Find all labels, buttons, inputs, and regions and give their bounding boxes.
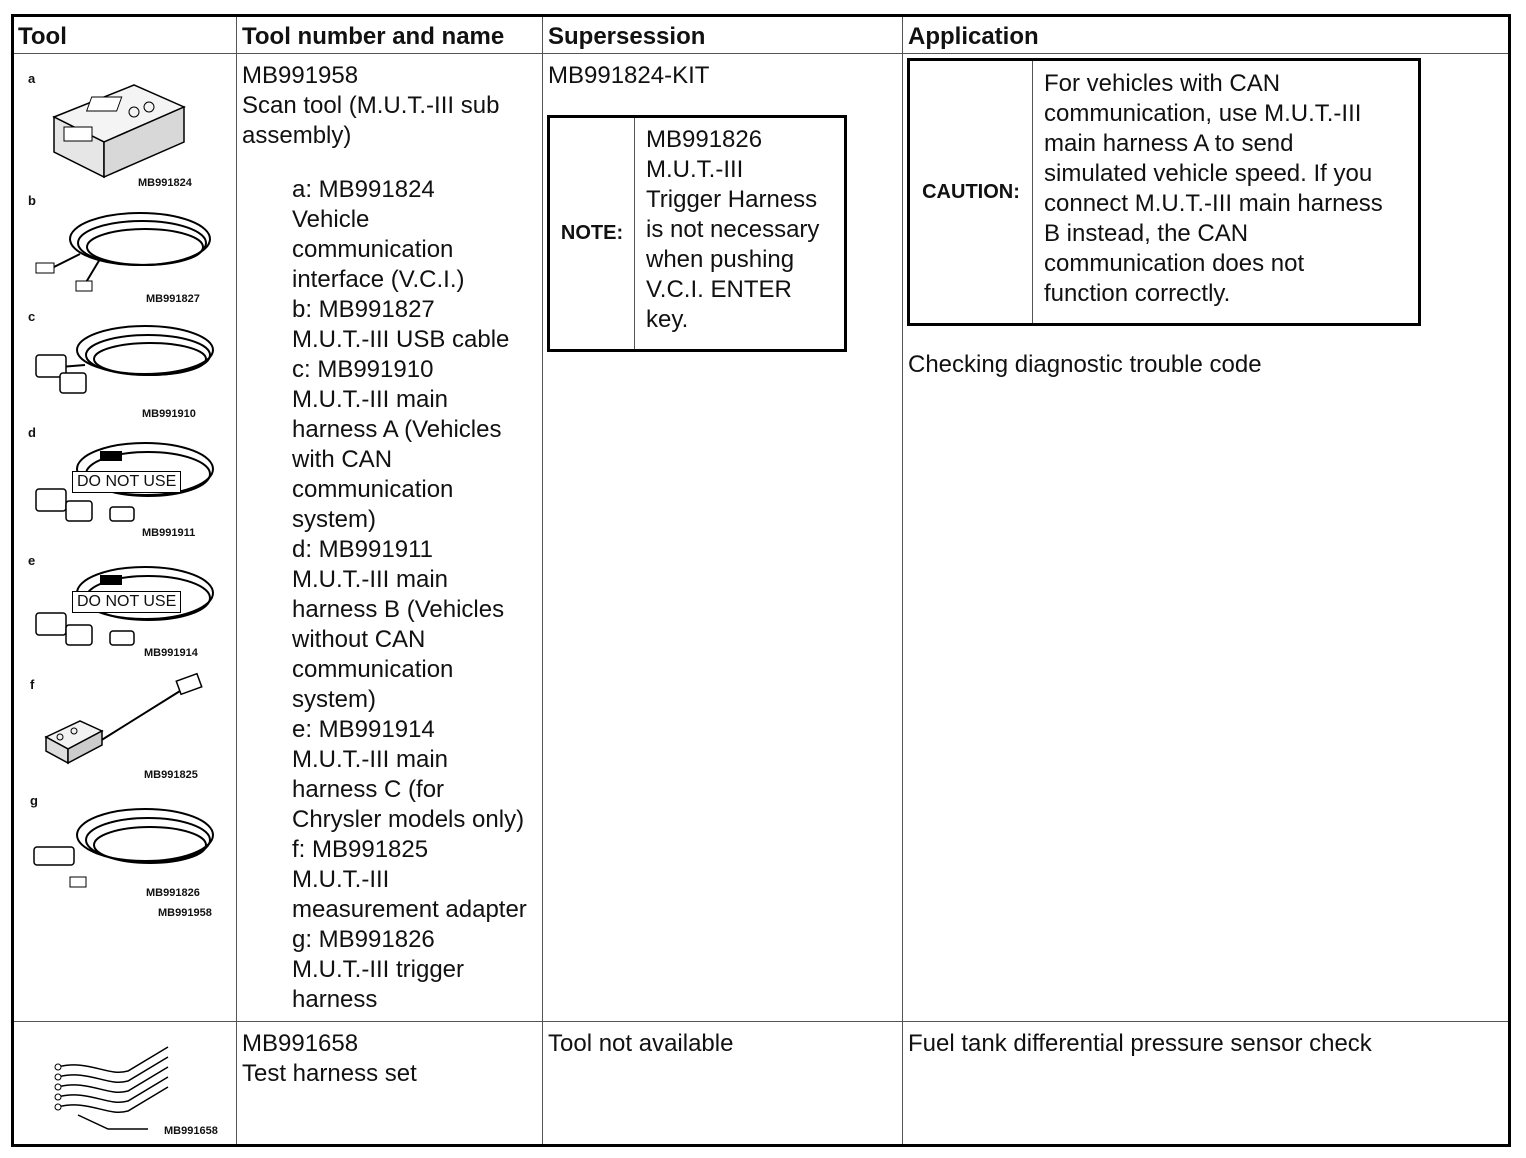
text-line: harness B (Vehicles (292, 596, 505, 623)
text-line: connect M.U.T.-III main harness (1044, 190, 1383, 217)
header-supersession: Supersession (548, 23, 706, 50)
text-line: d: MB991911 (292, 536, 433, 563)
tool-number-name-cell (242, 1029, 417, 1089)
supersession-value: MB991824-KIT (548, 62, 710, 89)
tool-part-d: MB991911 (142, 527, 196, 539)
text-line: M.U.T.-III main (292, 746, 449, 773)
text-line: harness (292, 986, 378, 1013)
text-line: b: MB991827 (292, 296, 435, 323)
text-line: M.U.T.-III main (292, 386, 449, 413)
text-line: system) (292, 506, 376, 533)
note-text (646, 125, 819, 335)
text-line: harness C (for (292, 776, 445, 803)
caution-box (907, 58, 1421, 326)
text-line: MB991658 (242, 1030, 359, 1057)
text-line: Vehicle (292, 206, 370, 233)
text-line: Chrysler models only) (292, 806, 525, 833)
text-line: communication (292, 656, 454, 683)
test-harness-set-illustration (48, 1037, 188, 1137)
tool-letter-g: g (30, 793, 38, 808)
tool-part-c: MB991910 (142, 408, 196, 420)
text-line: Scan tool (M.U.T.-III sub (242, 92, 500, 119)
text-line: M.U.T.-III trigger (292, 956, 465, 983)
tool-part-g: MB991826 (146, 887, 200, 899)
text-line: M.U.T.-III (646, 156, 744, 183)
note-label: NOTE: (550, 118, 635, 349)
special-tools-table (11, 14, 1511, 1147)
tool-part-a: MB991824 (138, 177, 192, 189)
text-line: B instead, the CAN (1044, 220, 1249, 247)
text-line: MB991826 (646, 126, 763, 153)
tool-letter-b: b (28, 193, 36, 208)
header-tool: Tool (18, 23, 67, 50)
row-divider (14, 1021, 1508, 1022)
text-line: For vehicles with CAN (1044, 70, 1281, 97)
text-line: f: MB991825 (292, 836, 429, 863)
column-divider (236, 17, 237, 1144)
usb-cable-illustration (30, 199, 220, 299)
tool-letter-a: a (28, 71, 36, 86)
column-divider (542, 17, 543, 1144)
column-divider (902, 17, 903, 1144)
do-not-use-label: DO NOT USE (72, 471, 181, 493)
header-divider (14, 53, 1508, 54)
application-value: Fuel tank differential pressure sensor check (908, 1030, 1372, 1057)
text-line: measurement adapter (292, 896, 527, 923)
tool-kit-label: MB991958 (158, 907, 212, 919)
text-line: communication (292, 476, 454, 503)
caution-label: CAUTION: (910, 61, 1033, 323)
text-line: V.C.I. ENTER (646, 276, 792, 303)
text-line: e: MB991914 (292, 716, 435, 743)
text-line: communication (292, 236, 454, 263)
text-line: g: MB991826 (292, 926, 435, 953)
tool-part-e: MB991914 (144, 647, 198, 659)
header-tool-number-name: Tool number and name (242, 23, 505, 50)
text-line: system) (292, 686, 376, 713)
main-harness-a-illustration (30, 315, 220, 410)
tool-part-b: MB991827 (146, 293, 200, 305)
text-line: is not necessary (646, 216, 820, 243)
supersession-value: Tool not available (548, 1030, 734, 1057)
do-not-use-label: DO NOT USE (72, 591, 181, 613)
trigger-harness-illustration (30, 797, 220, 897)
text-line: communication does not (1044, 250, 1305, 277)
tool-part-test-harness: MB991658 (164, 1125, 218, 1137)
text-line: Trigger Harness (646, 186, 818, 213)
text-line: M.U.T.-III USB cable (292, 326, 510, 353)
text-line: without CAN (292, 626, 426, 653)
tool-number-name-cell (242, 61, 499, 151)
text-line: M.U.T.-III main (292, 566, 449, 593)
tool-part-f: MB991825 (144, 769, 198, 781)
tool-letter-f: f (30, 677, 35, 692)
note-box (547, 115, 847, 352)
text-line: simulated vehicle speed. If you (1044, 160, 1373, 187)
text-line: harness A (Vehicles (292, 416, 502, 443)
tool-letter-e: e (28, 553, 36, 568)
tool-letter-d: d (28, 425, 36, 440)
text-line: when pushing (646, 246, 795, 273)
text-line: a: MB991824 (292, 176, 435, 203)
text-line: MB991958 (242, 62, 359, 89)
text-line: assembly) (242, 122, 352, 149)
application-value: Checking diagnostic trouble code (908, 351, 1262, 378)
tool-letter-c: c (28, 309, 36, 324)
subitem-list (292, 175, 527, 1015)
text-line: with CAN (292, 446, 393, 473)
text-line: communication, use M.U.T.-III (1044, 100, 1362, 127)
text-line: key. (646, 306, 689, 333)
header-application: Application (908, 23, 1039, 50)
text-line: M.U.T.-III (292, 866, 390, 893)
measurement-adapter-illustration (40, 671, 210, 771)
caution-text (1044, 69, 1383, 309)
vci-unit-illustration (44, 77, 194, 187)
text-line: function correctly. (1044, 280, 1231, 307)
text-line: interface (V.C.I.) (292, 266, 465, 293)
text-line: Test harness set (242, 1060, 417, 1087)
text-line: c: MB991910 (292, 356, 434, 383)
text-line: main harness A to send (1044, 130, 1294, 157)
